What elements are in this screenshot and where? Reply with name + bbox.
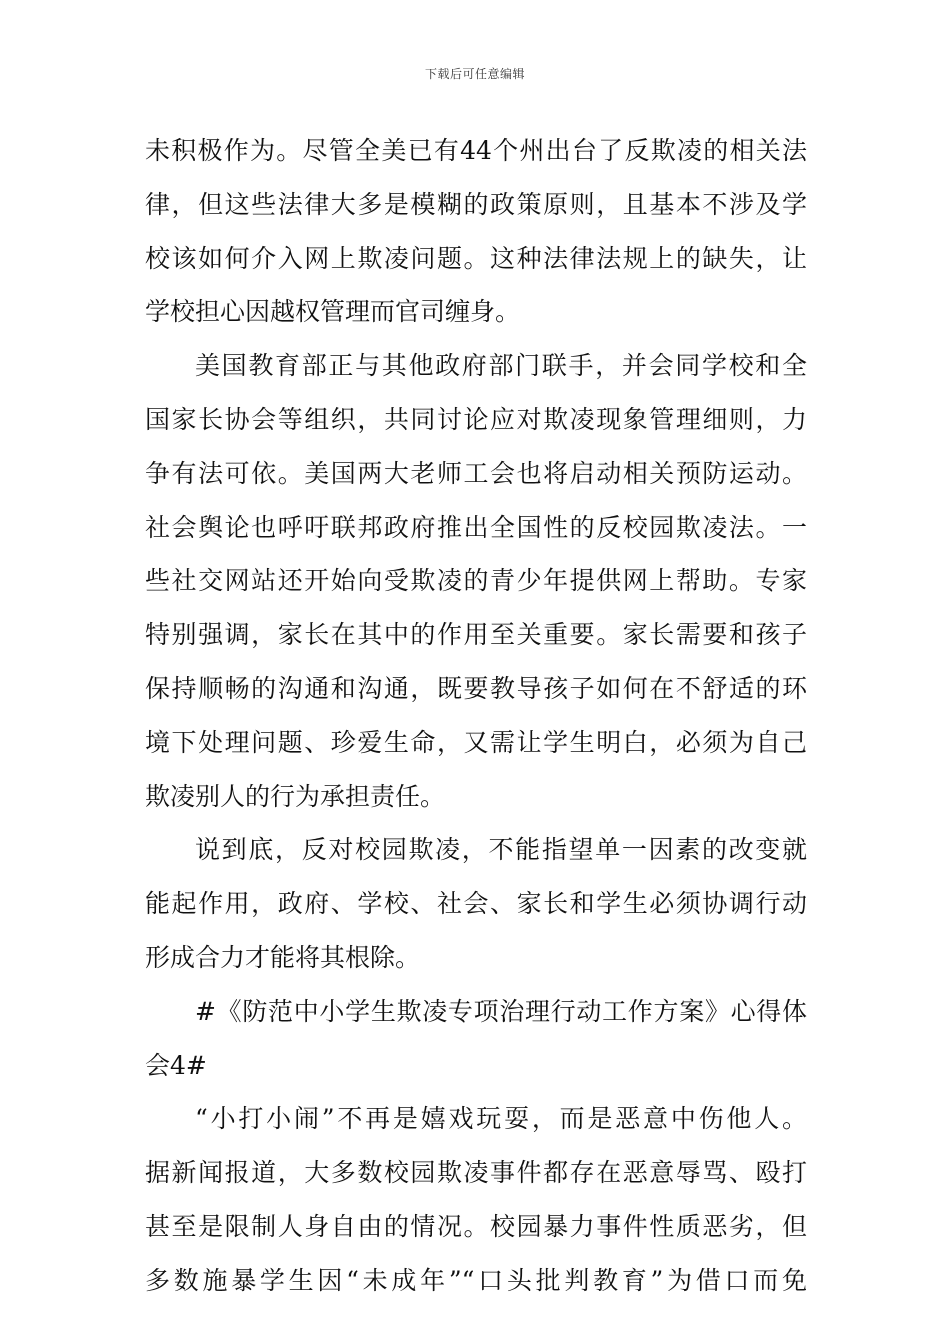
- text-line: 特别强调，家长在其中的作用至关重要。家长需要和孩子: [145, 620, 807, 650]
- text-line: 些社交网站还开始向受欺凌的青少年提供网上帮助。专家: [145, 566, 807, 596]
- page-header: 下载后可任意编辑: [424, 67, 525, 81]
- text-line: 形成合力才能将其根除。: [145, 942, 421, 972]
- text-line: 社会舆论也呼吁联邦政府推出全国性的反校园欺凌法。一: [145, 512, 807, 542]
- text-line: 境下处理问题、珍爱生命，又需让学生明白，必须为自己: [145, 727, 807, 757]
- text-line: #《防范中小学生欺凌专项治理行动工作方案》心得体: [195, 996, 807, 1026]
- text-line: 律，但这些法律大多是模糊的政策原则，且基本不涉及学: [145, 189, 807, 219]
- paragraph-heading: [145, 985, 807, 1093]
- document-body: [145, 124, 807, 1308]
- text-line: 多数施暴学生因“未成年”“口头批判教育”为借口而免: [145, 1265, 807, 1295]
- text-line: 据新闻报道，大多数校园欺凌事件都存在恶意辱骂、殴打: [145, 1158, 807, 1188]
- paragraph: [145, 339, 807, 823]
- paragraph: [145, 1092, 807, 1307]
- paragraph: [145, 124, 807, 339]
- text-line: 会4#: [145, 1050, 207, 1080]
- text-line: 保持顺畅的沟通和沟通，既要教导孩子如何在不舒适的环: [145, 673, 807, 703]
- text-line: 争有法可依。美国两大老师工会也将启动相关预防运动。: [145, 458, 807, 488]
- text-line: 甚至是限制人身自由的情况。校园暴力事件性质恶劣，但: [145, 1211, 807, 1241]
- paragraph: [145, 823, 807, 984]
- text-line: 校该如何介入网上欺凌问题。这种法律法规上的缺失，让: [145, 243, 807, 273]
- text-line: 说到底，反对校园欺凌，不能指望单一因素的改变就: [195, 835, 807, 865]
- text-line: 学校担心因越权管理而官司缠身。: [145, 297, 521, 327]
- text-line: “小打小闹”不再是嬉戏玩耍，而是恶意中伤他人。: [195, 1104, 807, 1134]
- text-line: 美国教育部正与其他政府部门联手，并会同学校和全: [195, 351, 807, 381]
- text-line: 未积极作为。尽管全美已有44个州出台了反欺凌的相关法: [145, 136, 807, 165]
- text-line: 能起作用，政府、学校、社会、家长和学生必须协调行动: [145, 889, 807, 919]
- text-line: 欺凌别人的行为承担责任。: [145, 781, 446, 811]
- text-line: 国家长协会等组织，共同讨论应对欺凌现象管理细则，力: [145, 404, 807, 434]
